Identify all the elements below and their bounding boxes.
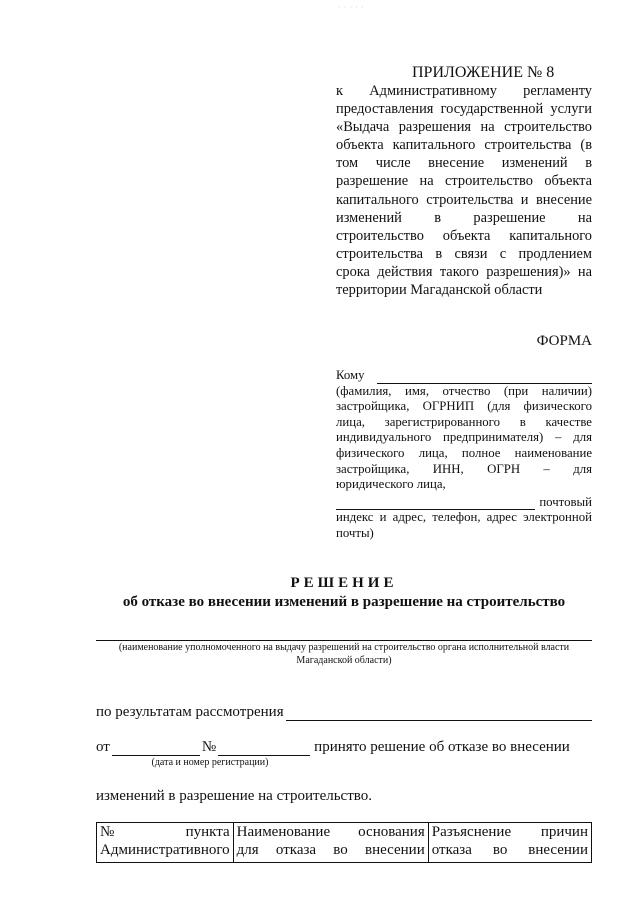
decision-title: РЕШЕНИЕ [290, 575, 398, 591]
recipient-to-row [336, 368, 592, 384]
results-label: по результатам рассмотрения [96, 704, 284, 720]
table-header-row [97, 823, 592, 863]
recipient-postal-label: почтовый [539, 494, 592, 509]
recipient-postal-row [336, 495, 592, 511]
recipient-block [336, 368, 592, 542]
form-label: ФОРМА [536, 333, 592, 349]
appendix-text: к Административному регламенту предоставления государственной услуги «Выдача разрешения на строительство объекта капитального строительства (в том числе внесение изменений в разрешение на строительство объекта капитального строительства и внесение изменений в разрешение на строительство объекта капитального строительства в связи с продлением срока действия такого разрешения)» на территории Магаданской области [336, 83, 592, 299]
results-blank[interactable] [286, 706, 592, 721]
scan-artifact: · · · · · [338, 3, 364, 13]
number-blank[interactable] [218, 741, 310, 756]
authority-caption: (наименование уполномоченного на выдачу разрешений на строительство органа исполнительной власти Магаданской области) [118, 642, 570, 666]
recipient-to-label: Кому [336, 368, 365, 382]
from-label: от [96, 739, 110, 755]
results-row [96, 704, 592, 721]
registration-caption: (дата и номер регистрации) [151, 757, 269, 768]
number-label: № [201, 739, 217, 755]
table-header-cell: Наименование основания для отказа во внесении [233, 823, 428, 863]
appendix-title: ПРИЛОЖЕНИЕ № 8 [412, 64, 555, 81]
from-row [96, 739, 592, 756]
decision-subtitle: об отказе во внесении изменений в разрешение на строительство [122, 594, 566, 610]
date-blank[interactable] [112, 741, 200, 756]
recipient-postal-tail: индекс и адрес, телефон, адрес электронной почты) [336, 510, 592, 540]
decision-text: принято решение об отказе во внесении [314, 739, 570, 755]
changes-text: изменений в разрешение на строительство. [96, 788, 372, 804]
recipient-description: (фамилия, имя, отчество (при наличии) застройщика, ОГРНИП (для физического лица, зарегистрированного в качестве индивидуального предпринимателя) – для физического лица, полное наименование застройщика, ИНН, ОГРН – для юридического лица, [336, 383, 592, 492]
grounds-table [96, 822, 592, 863]
recipient-postal-blank[interactable] [336, 496, 535, 510]
table-header-cell: Разъяснение причин отказа во внесении [428, 823, 591, 863]
table-header-cell: № пункта Административного [97, 823, 234, 863]
recipient-to-blank[interactable] [377, 370, 592, 384]
